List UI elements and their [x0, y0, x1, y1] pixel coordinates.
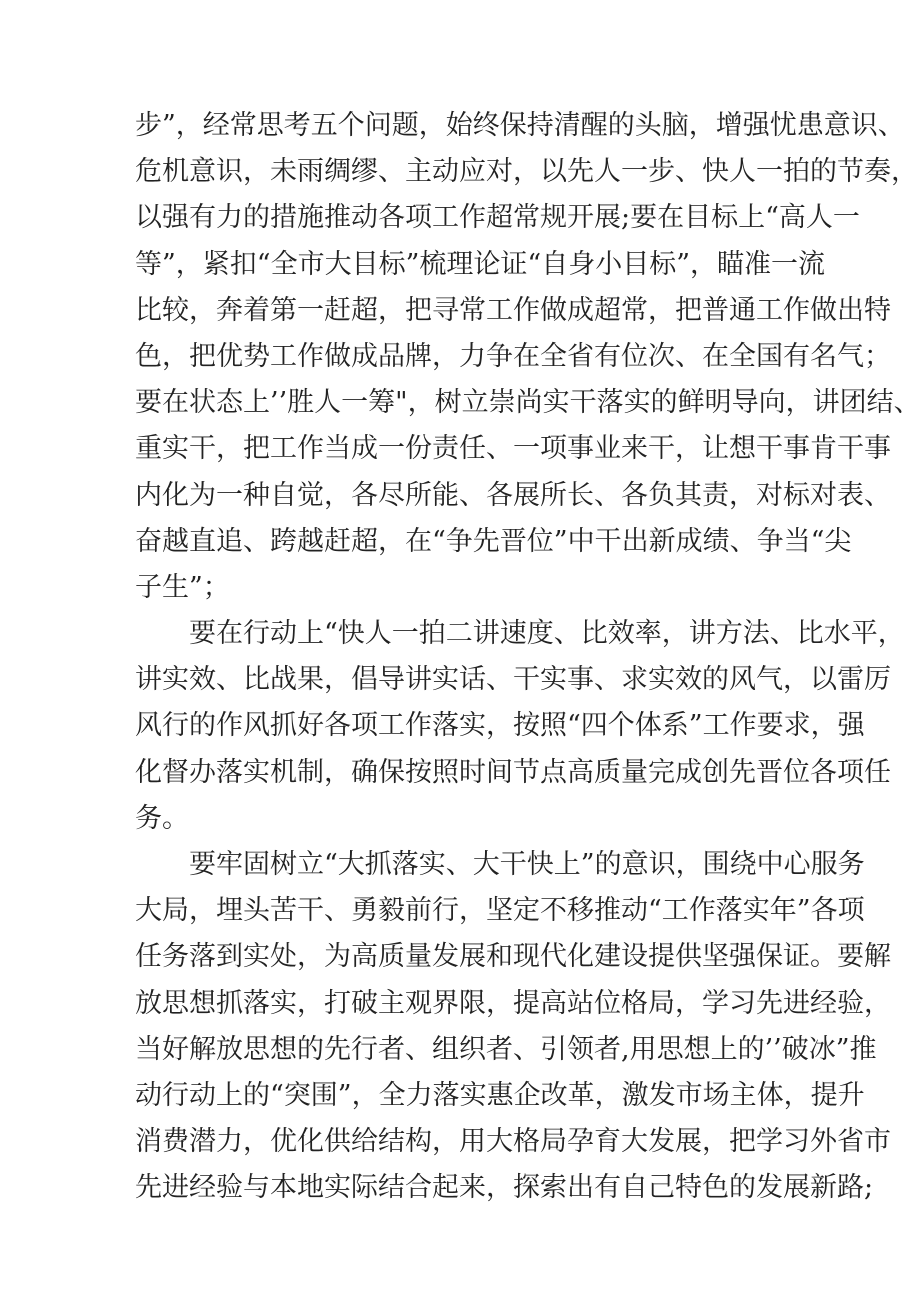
- text-line: 风行的作风抓好各项工作落实，按照“四个体系”工作要求，强: [135, 710, 865, 742]
- text-line: 以强有力的措施推动各项工作超常规开展;要在目标上“高人一: [135, 202, 860, 234]
- paragraph: [135, 611, 905, 842]
- text-line: 大局，埋头苦干、勇毅前行，坚定不移推动“工作落实年”各项: [135, 895, 865, 927]
- text-line: 内化为一种自觉，各尽所能、各展所长、各负其责，对标对表、: [135, 479, 891, 511]
- text-line: 要牢固树立“大抓落实、大干快上”的意识，围绕中心服务: [189, 849, 865, 880]
- text-line: 等”，紧扣“全市大目标”梳理论证“自身小目标”，瞄准一流: [135, 248, 826, 280]
- text-line: 先进经验与本地实际结合起来，探索出有自己特色的发展新路;: [135, 1172, 874, 1204]
- text-line: 务。: [135, 802, 189, 834]
- paragraph: [135, 842, 891, 1212]
- text-line: 要在状态上’’胜人一筹"，树立崇尚实干落实的鲜明导向，讲团结、: [135, 387, 921, 419]
- text-line: 重实干，把工作当成一份责任、一项事业来干，让想干事肯干事: [135, 433, 891, 465]
- text-line: 讲实效、比战果，倡导讲实话、干实事、求实效的风气，以雷厉: [135, 664, 891, 696]
- text-line: 步”，经常思考五个问题，始终保持清醒的头脑，增强忧患意识、: [135, 110, 905, 141]
- text-line: 奋越直追、跨越赶超，在“争先晋位”中干出新成绩、争当“尖: [135, 525, 852, 557]
- text-line: 子生”；: [135, 571, 230, 603]
- text-line: 当好解放思想的先行者、组织者、引领者,用思想上的’’破冰”推: [135, 1033, 877, 1065]
- text-line: 放思想抓落实，打破主观界限，提高站位格局，学习先进经验，: [135, 987, 891, 1019]
- text-line: 要在行动上“快人一拍二讲速度、比效率，讲方法、比水平，: [189, 618, 905, 650]
- text-line: 任务落到实处，为高质量发展和现代化建设提供坚强保证。要解: [135, 941, 891, 973]
- paragraph: [135, 103, 921, 611]
- text-line: 比较，奔着第一赶超，把寻常工作做成超常，把普通工作做出特: [135, 294, 891, 326]
- text-line: 动行动上的“突围”，全力落实惠企改革，激发市场主体，提升: [135, 1079, 865, 1111]
- document-body: [135, 103, 921, 1212]
- text-line: 色，把优势工作做成品牌，力争在全省有位次、在全国有名气；: [135, 340, 891, 372]
- text-line: 危机意识，未雨绸缪、主动应对，以先人一步、快人一拍的节奏，: [135, 156, 918, 188]
- text-line: 化督办落实机制，确保按照时间节点高质量完成创先晋位各项任: [135, 756, 891, 788]
- text-line: 消费潜力，优化供给结构，用大格局孕育大发展，把学习外省市: [135, 1126, 891, 1158]
